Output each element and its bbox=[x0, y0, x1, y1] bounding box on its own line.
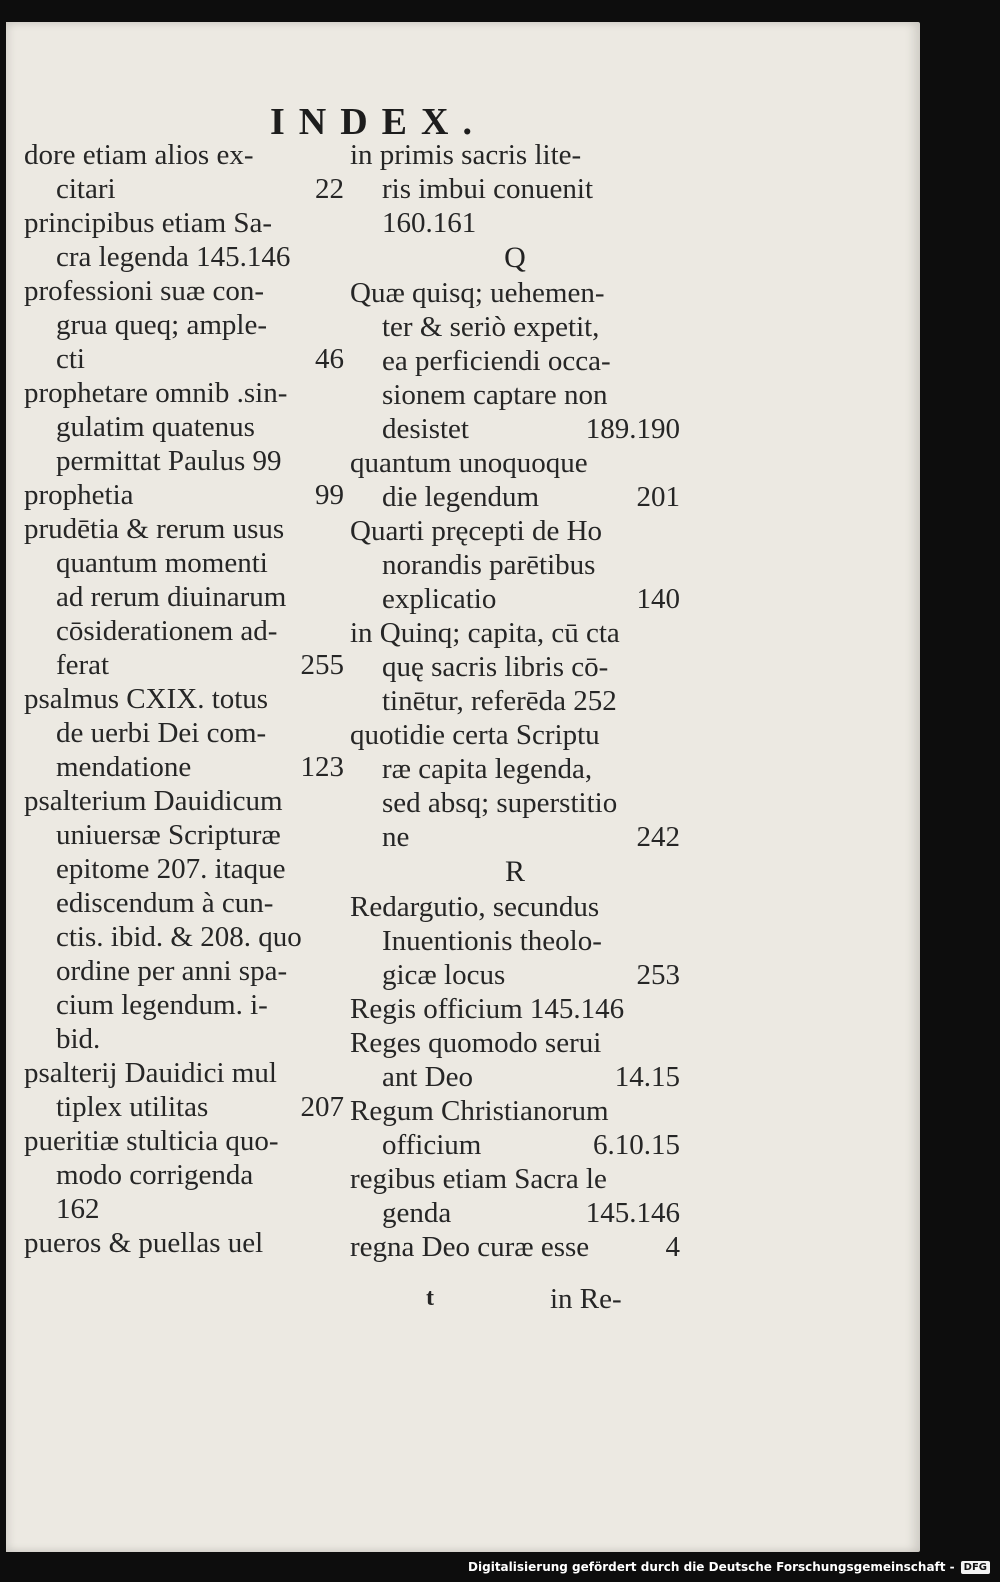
index-entry bbox=[350, 1162, 680, 1230]
index-entry-text: regibus etiam Sacra le bbox=[350, 1163, 607, 1195]
index-entry-text: in primis sacris lite- bbox=[350, 139, 582, 171]
index-entry-line bbox=[24, 206, 344, 240]
index-entry-line bbox=[24, 750, 344, 784]
index-entry-line bbox=[350, 820, 680, 854]
index-entry-text: explicatio bbox=[382, 583, 497, 615]
footer-credit-text: Digitalisierung gefördert durch die Deutsche Forschungsgemeinschaft - bbox=[468, 1560, 955, 1574]
index-entry-line bbox=[350, 752, 680, 786]
index-entry-line bbox=[350, 172, 680, 206]
index-entry-line bbox=[350, 446, 680, 480]
index-entry-line bbox=[24, 376, 344, 410]
index-entry-text: pueritiæ stulticia quo- bbox=[24, 1125, 279, 1157]
index-entry-line bbox=[24, 1124, 344, 1158]
index-entry-text: de uerbi Dei com- bbox=[56, 717, 267, 749]
index-entry-text: grua queq; ample- bbox=[56, 309, 267, 341]
index-entry-line bbox=[24, 852, 344, 886]
index-entry-line bbox=[350, 1162, 680, 1196]
index-entry-line bbox=[24, 342, 344, 376]
index-entry-text: cra legenda 145.146 bbox=[56, 241, 291, 273]
index-entry bbox=[350, 1026, 680, 1094]
index-entry-line bbox=[24, 546, 344, 580]
index-page-ref: 4 bbox=[665, 1231, 680, 1263]
index-entry-line bbox=[24, 614, 344, 648]
index-entry-text: cōsiderationem ad- bbox=[56, 615, 278, 647]
index-entry-line bbox=[350, 206, 680, 240]
index-entry-text: Inuentionis theolo- bbox=[382, 925, 602, 957]
index-page-ref: 6.10.15 bbox=[593, 1129, 680, 1161]
index-entry bbox=[24, 138, 344, 206]
index-entry-text: quotidie certa Scriptu bbox=[350, 719, 600, 751]
index-entry bbox=[24, 478, 344, 512]
index-column-left bbox=[24, 138, 344, 1260]
index-entry-line bbox=[24, 716, 344, 750]
digitization-footer bbox=[468, 1556, 990, 1578]
index-entry-text: ant Deo bbox=[382, 1061, 473, 1093]
index-entry-text: pueros & puellas uel bbox=[24, 1227, 264, 1259]
catchword: in Re- bbox=[550, 1283, 622, 1315]
index-entry-text: ræ capita legenda, bbox=[382, 753, 593, 785]
index-page-ref: 207 bbox=[300, 1091, 344, 1123]
index-entry-line bbox=[350, 786, 680, 820]
index-entry-text: quantum unoquoque bbox=[350, 447, 588, 479]
index-entry-text: die legendum bbox=[382, 481, 540, 513]
index-entry-line bbox=[350, 684, 680, 718]
signature-mark: t bbox=[426, 1285, 434, 1311]
index-entry-line bbox=[24, 410, 344, 444]
index-entry-text: sionem captare non bbox=[382, 379, 608, 411]
index-entry-text: ris imbui conuenit bbox=[382, 173, 594, 205]
index-entry-line bbox=[24, 138, 344, 172]
index-entry-text: gulatim quatenus bbox=[56, 411, 255, 443]
index-entry-line bbox=[24, 308, 344, 342]
index-entry bbox=[24, 784, 344, 1056]
index-entry-line bbox=[24, 648, 344, 682]
dfg-logo: DFG bbox=[961, 1561, 990, 1574]
index-entry-line bbox=[24, 1192, 344, 1226]
index-entry-text: genda bbox=[382, 1197, 452, 1229]
index-entry-line bbox=[350, 924, 680, 958]
index-entry-text: psalterium Dauidicum bbox=[24, 785, 283, 817]
index-entry-text: ediscendum à cun- bbox=[56, 887, 274, 919]
index-entry-line bbox=[24, 1056, 344, 1090]
index-entry-line bbox=[24, 1226, 344, 1260]
index-entry-text: Quæ quisq; uehemen- bbox=[350, 277, 605, 309]
index-entry-line bbox=[24, 1158, 344, 1192]
index-entry-line bbox=[350, 310, 680, 344]
index-page-ref: 46 bbox=[315, 343, 344, 375]
index-entry bbox=[350, 514, 680, 616]
index-entry-line bbox=[24, 580, 344, 614]
index-entry-text: ordine per anni spa- bbox=[56, 955, 288, 987]
index-page-ref: 242 bbox=[636, 821, 680, 853]
index-entry-text: norandis parētibus bbox=[382, 549, 596, 581]
index-entry-line bbox=[24, 172, 344, 206]
index-entry bbox=[350, 616, 680, 718]
index-entry-line bbox=[24, 512, 344, 546]
index-entry bbox=[24, 274, 344, 376]
index-entry-text: Regis officium 145.146 bbox=[350, 993, 625, 1025]
index-page-ref: 99 bbox=[315, 479, 344, 511]
index-entry-line bbox=[350, 514, 680, 548]
index-entry bbox=[24, 206, 344, 274]
index-entry-text: modo corrigenda bbox=[56, 1159, 254, 1191]
index-page-ref: 123 bbox=[300, 751, 344, 783]
index-entry-line bbox=[350, 718, 680, 752]
index-entry-line bbox=[350, 616, 680, 650]
section-letter: R bbox=[504, 855, 525, 888]
index-entry bbox=[24, 1226, 344, 1260]
index-entry-text: quantum momenti bbox=[56, 547, 268, 579]
index-entry-line bbox=[350, 412, 680, 446]
index-entry-text: principibus etiam Sa- bbox=[24, 207, 273, 239]
index-entry bbox=[24, 682, 344, 784]
index-entry-text: bid. bbox=[56, 1023, 101, 1055]
index-entry-text: mendatione bbox=[56, 751, 192, 783]
index-entry-line bbox=[350, 890, 680, 924]
index-entry-line bbox=[350, 480, 680, 514]
index-entry-text: prophetia bbox=[24, 479, 134, 511]
index-entry-text: Reges quomodo serui bbox=[350, 1027, 602, 1059]
index-entry-line bbox=[350, 1230, 680, 1264]
section-letter: Q bbox=[504, 241, 526, 274]
index-page-ref: 140 bbox=[636, 583, 680, 615]
index-entry-line bbox=[24, 478, 344, 512]
index-entry-text: desistet bbox=[382, 413, 469, 445]
index-entry-line bbox=[350, 1060, 680, 1094]
index-entry-text: quę sacris libris cō- bbox=[382, 651, 609, 683]
index-page-ref: 14.15 bbox=[614, 1061, 680, 1093]
index-entry-text: tiplex utilitas bbox=[56, 1091, 209, 1123]
index-entry-line bbox=[24, 1022, 344, 1056]
index-entry bbox=[24, 1056, 344, 1124]
index-entry-line bbox=[24, 444, 344, 478]
index-entry-line bbox=[24, 274, 344, 308]
index-entry-text: psalmus CXIX. totus bbox=[24, 683, 269, 715]
index-entry bbox=[24, 1124, 344, 1226]
index-page-ref: 253 bbox=[636, 959, 680, 991]
index-entry-line bbox=[24, 1090, 344, 1124]
index-entry-text: Regum Christianorum bbox=[350, 1095, 609, 1127]
index-entry-text: in Quinq; capita, cū cta bbox=[350, 617, 620, 649]
index-entry-text: ea perficiendi occa- bbox=[382, 345, 611, 377]
index-entry-line bbox=[350, 1196, 680, 1230]
index-entry-line bbox=[350, 1128, 680, 1162]
index-entry-text: epitome 207. itaque bbox=[56, 853, 286, 885]
index-entry bbox=[350, 718, 680, 854]
index-entry-text: ferat bbox=[56, 649, 110, 681]
index-entry-line bbox=[24, 240, 344, 274]
index-entry-text: 162 bbox=[56, 1193, 100, 1225]
index-entry bbox=[350, 992, 680, 1026]
running-head: INDEX. bbox=[270, 101, 486, 143]
index-entry-text: professioni suæ con- bbox=[24, 275, 265, 307]
index-entry-text: Quarti pręcepti de Ho bbox=[350, 515, 603, 547]
index-entry-text: ne bbox=[382, 821, 410, 853]
index-entry-line bbox=[24, 818, 344, 852]
index-entry-line bbox=[350, 378, 680, 412]
index-page-ref: 201 bbox=[636, 481, 680, 513]
index-entry bbox=[350, 1094, 680, 1162]
index-entry-text: sed absq; superstitio bbox=[382, 787, 618, 819]
index-entry-text: ctis. ibid. & 208. quo bbox=[56, 921, 302, 953]
index-entry-text: regna Deo curæ esse bbox=[350, 1231, 590, 1263]
index-entry-line bbox=[24, 682, 344, 716]
index-page-ref: 22 bbox=[315, 173, 344, 205]
index-entry-text: Redargutio, secundus bbox=[350, 891, 600, 923]
index-entry-text: dore etiam alios ex- bbox=[24, 139, 254, 171]
index-entry-line bbox=[24, 920, 344, 954]
index-entry bbox=[24, 376, 344, 478]
index-entry bbox=[350, 890, 680, 992]
index-entry bbox=[350, 1230, 680, 1264]
index-entry-text: psalterij Dauidici mul bbox=[24, 1057, 277, 1089]
index-entry-text: permittat Paulus 99 bbox=[56, 445, 282, 477]
index-entry-text: prudētia & rerum usus bbox=[24, 513, 285, 545]
index-entry-line bbox=[350, 138, 680, 172]
index-entry-line bbox=[350, 1094, 680, 1128]
index-entry bbox=[24, 512, 344, 682]
index-entry-line bbox=[350, 650, 680, 684]
index-entry-line bbox=[24, 886, 344, 920]
index-page-ref: 255 bbox=[300, 649, 344, 681]
index-entry-line bbox=[350, 344, 680, 378]
index-entry-text: uniuersæ Scripturæ bbox=[56, 819, 281, 851]
index-entry-line bbox=[24, 784, 344, 818]
index-entry-text: ter & seriò expetit, bbox=[382, 311, 600, 343]
index-entry-line bbox=[350, 582, 680, 616]
index-entry-line bbox=[350, 958, 680, 992]
index-entry-line bbox=[24, 988, 344, 1022]
index-entry-text: officium bbox=[382, 1129, 482, 1161]
index-entry-text: tinētur, referēda 252 bbox=[382, 685, 617, 717]
index-entry-text: citari bbox=[56, 173, 116, 205]
index-entry-line bbox=[24, 954, 344, 988]
index-page-ref: 189.190 bbox=[585, 413, 680, 445]
index-column-right bbox=[350, 138, 680, 1264]
index-entry-line bbox=[350, 1026, 680, 1060]
index-entry-text: gicæ locus bbox=[382, 959, 506, 991]
index-page-ref: 145.146 bbox=[585, 1197, 680, 1229]
index-entry-text: cium legendum. i- bbox=[56, 989, 268, 1021]
index-entry-text: ad rerum diuinarum bbox=[56, 581, 287, 613]
index-entry-text: cti bbox=[56, 343, 85, 375]
index-entry-text: prophetare omnib .sin- bbox=[24, 377, 288, 409]
index-entry-line bbox=[350, 276, 680, 310]
index-entry-line bbox=[350, 992, 680, 1026]
index-entry-line bbox=[350, 548, 680, 582]
index-entry-text: 160.161 bbox=[382, 207, 477, 239]
index-entry bbox=[350, 276, 680, 446]
index-entry bbox=[350, 446, 680, 514]
index-entry bbox=[350, 138, 680, 240]
